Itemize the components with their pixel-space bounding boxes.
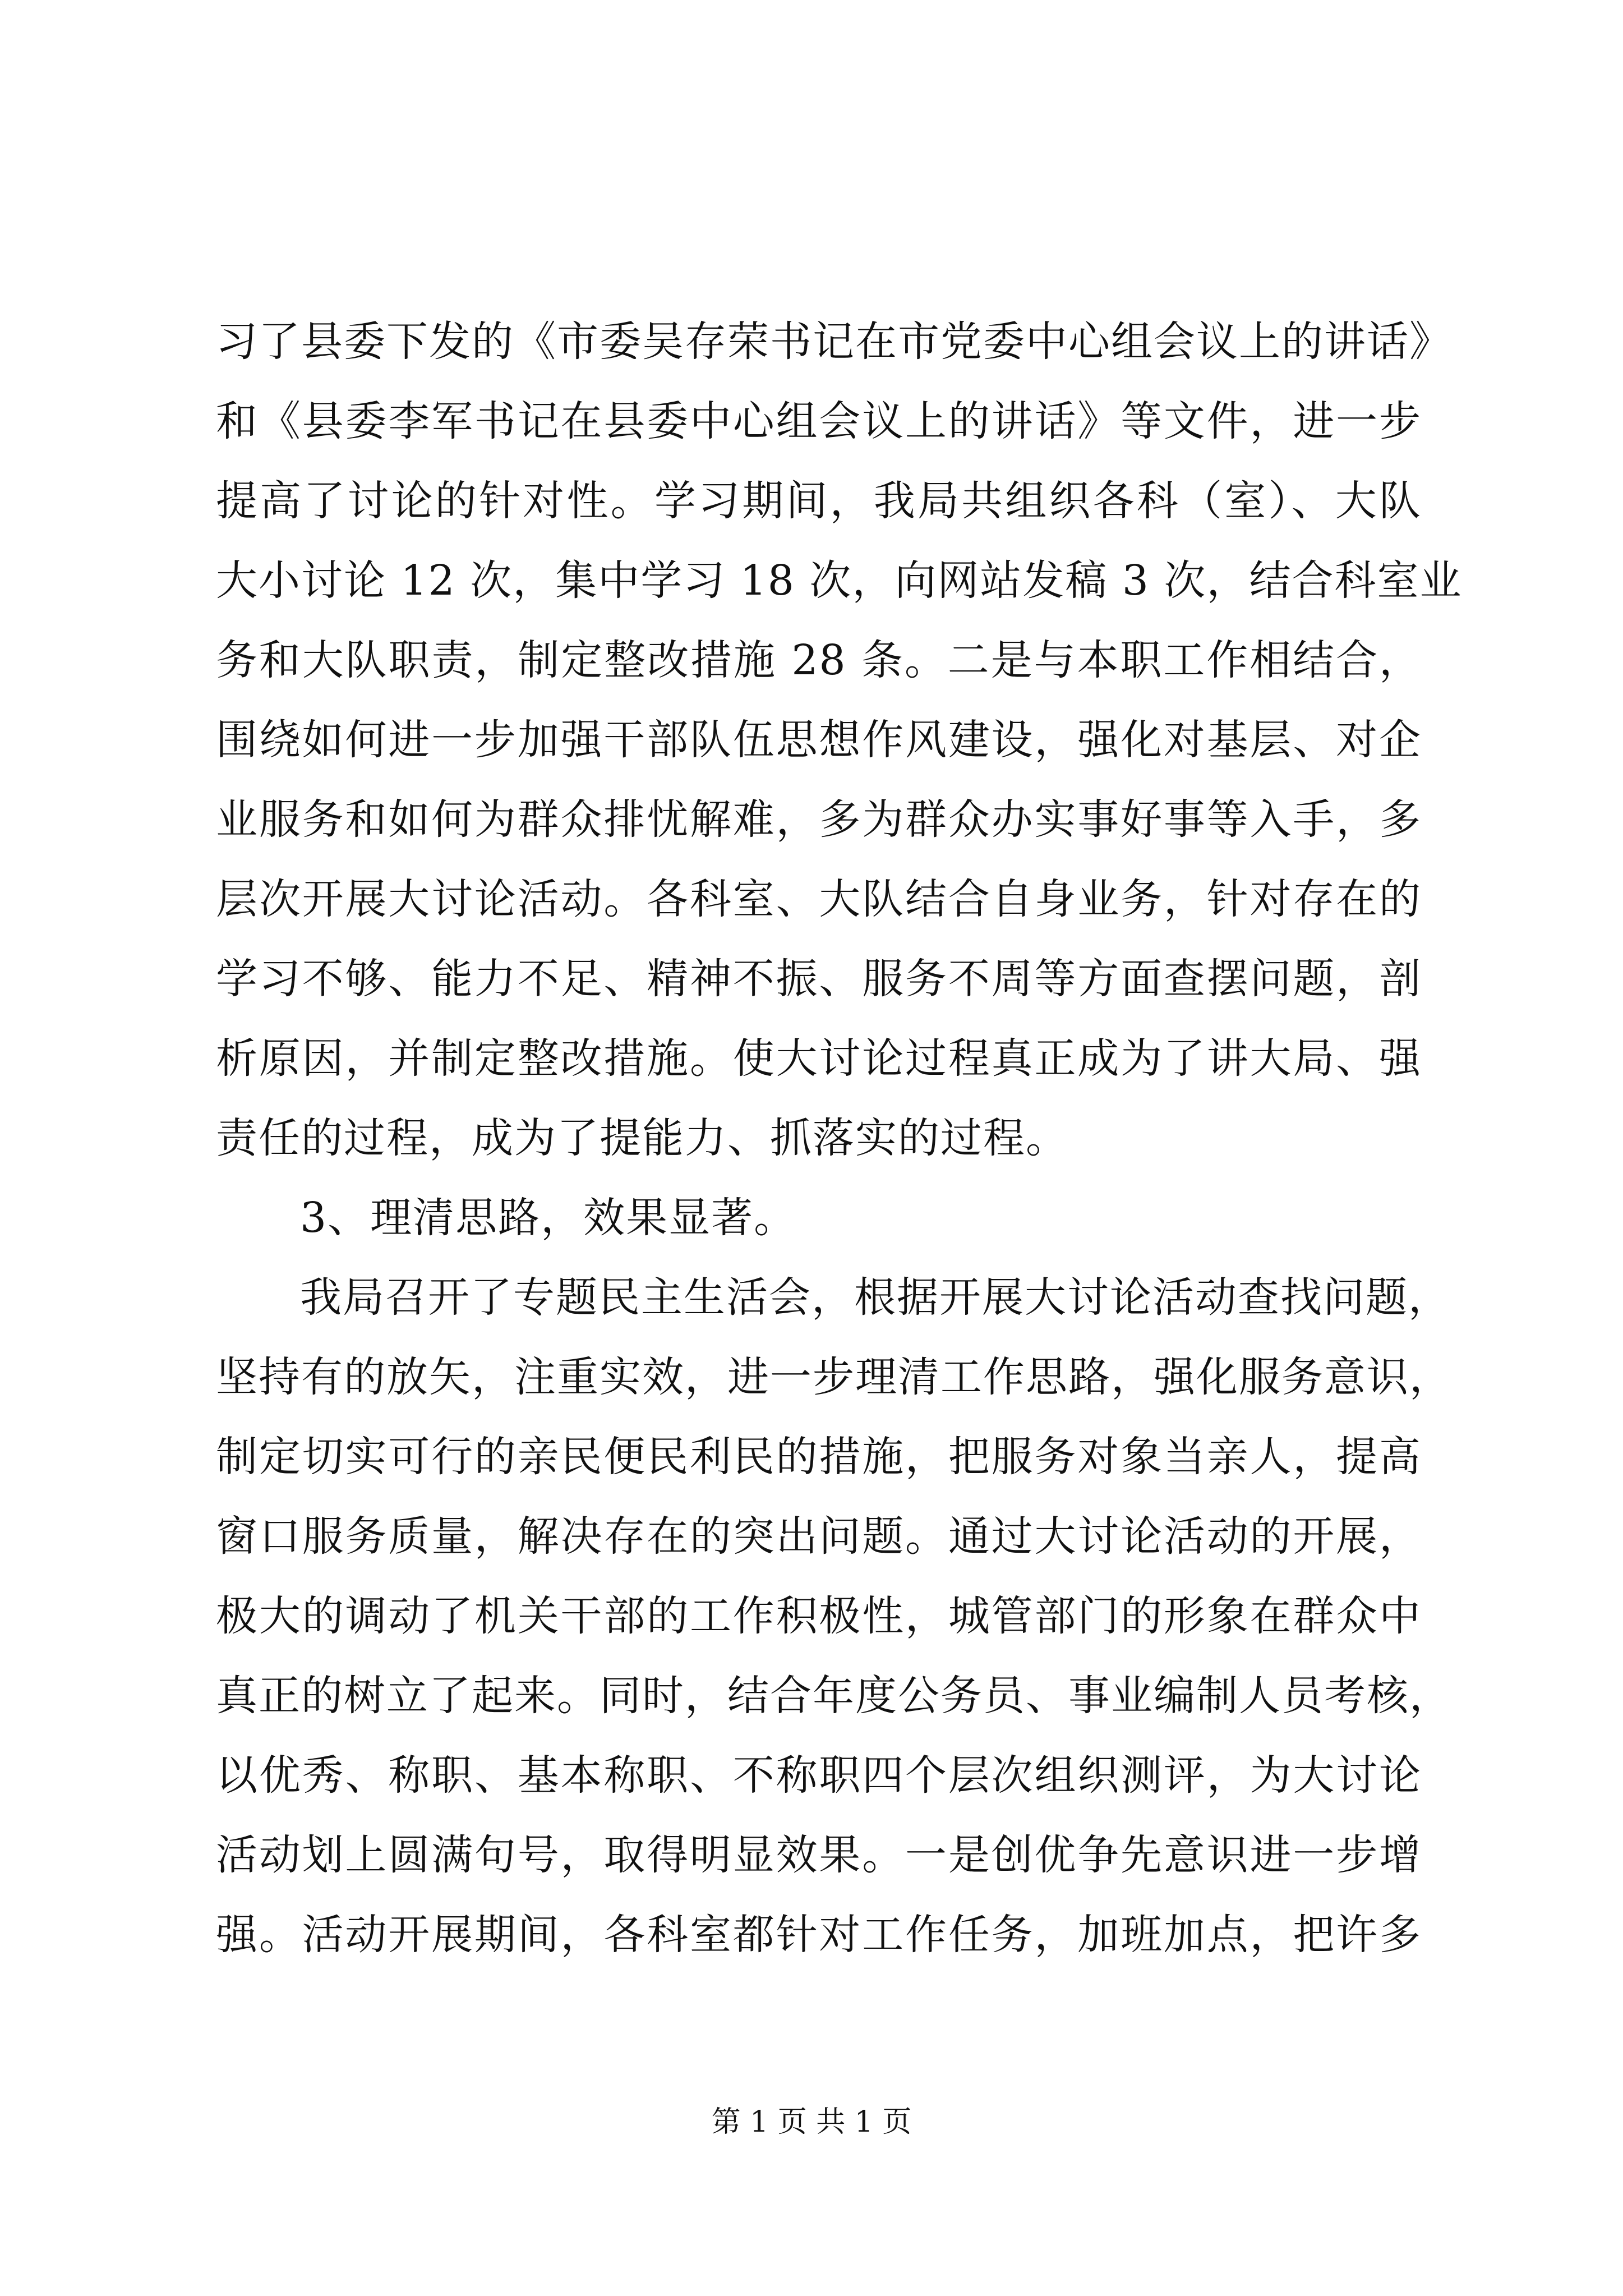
- text-line: 业服务和如何为群众排忧解难，多为群众办实事好事等入手，多: [216, 795, 1422, 844]
- text-line: 务和大队职责，制定整改措施 28 条。二是与本职工作相结合，: [216, 636, 1422, 684]
- text-line: 析原因，并制定整改措施。使大讨论过程真正成为了讲大局、强: [216, 1034, 1422, 1083]
- text-line: 坚持有的放矢，注重实效，进一步理清工作思路，强化服务意识，: [216, 1353, 1452, 1401]
- text-line: 学习不够、能力不足、精神不振、服务不周等方面查摆问题，剖: [216, 955, 1422, 1003]
- text-line: 责任的过程，成为了提能力、抓落实的过程。: [216, 1114, 1068, 1162]
- page-number-footer: 第 1 页 共 1 页: [711, 2105, 912, 2139]
- text-line: 层次开展大讨论活动。各科室、大队结合自身业务，针对存在的: [216, 875, 1422, 923]
- text-line: 习了县委下发的《市委吴存荣书记在市党委中心组会议上的讲话》: [216, 318, 1452, 366]
- section-heading: 3、理清思路，效果显著。: [300, 1194, 797, 1242]
- text-line: 活动划上圆满句号，取得明显效果。一是创优争先意识进一步增: [216, 1831, 1422, 1879]
- text-line: 强。活动开展期间，各科室都针对工作任务，加班加点，把许多: [216, 1911, 1422, 1959]
- text-line: 窗口服务质量，解决存在的突出问题。通过大讨论活动的开展，: [216, 1512, 1422, 1561]
- text-line: 极大的调动了机关干部的工作积极性，城管部门的形象在群众中: [216, 1592, 1422, 1640]
- text-line: 和《县委李军书记在县委中心组会议上的讲话》等文件，进一步: [216, 397, 1422, 445]
- text-line: 大小讨论 12 次，集中学习 18 次，向网站发稿 3 次，结合科室业: [216, 556, 1463, 605]
- document-body: [216, 302, 1463, 1975]
- text-line: 以优秀、称职、基本称职、不称职四个层次组织测评，为大讨论: [216, 1751, 1422, 1800]
- text-line: 制定切实可行的亲民便民利民的措施，把服务对象当亲人，提高: [216, 1433, 1422, 1481]
- text-line: 我局召开了专题民主生活会，根据开展大讨论活动查找问题，: [300, 1273, 1451, 1322]
- text-line: 真正的树立了起来。同时，结合年度公务员、事业编制人员考核，: [216, 1672, 1452, 1720]
- text-line: 围绕如何进一步加强干部队伍思想作风建设，强化对基层、对企: [216, 716, 1422, 764]
- text-line: 提高了讨论的针对性。学习期间，我局共组织各科（室）、大队: [216, 477, 1422, 525]
